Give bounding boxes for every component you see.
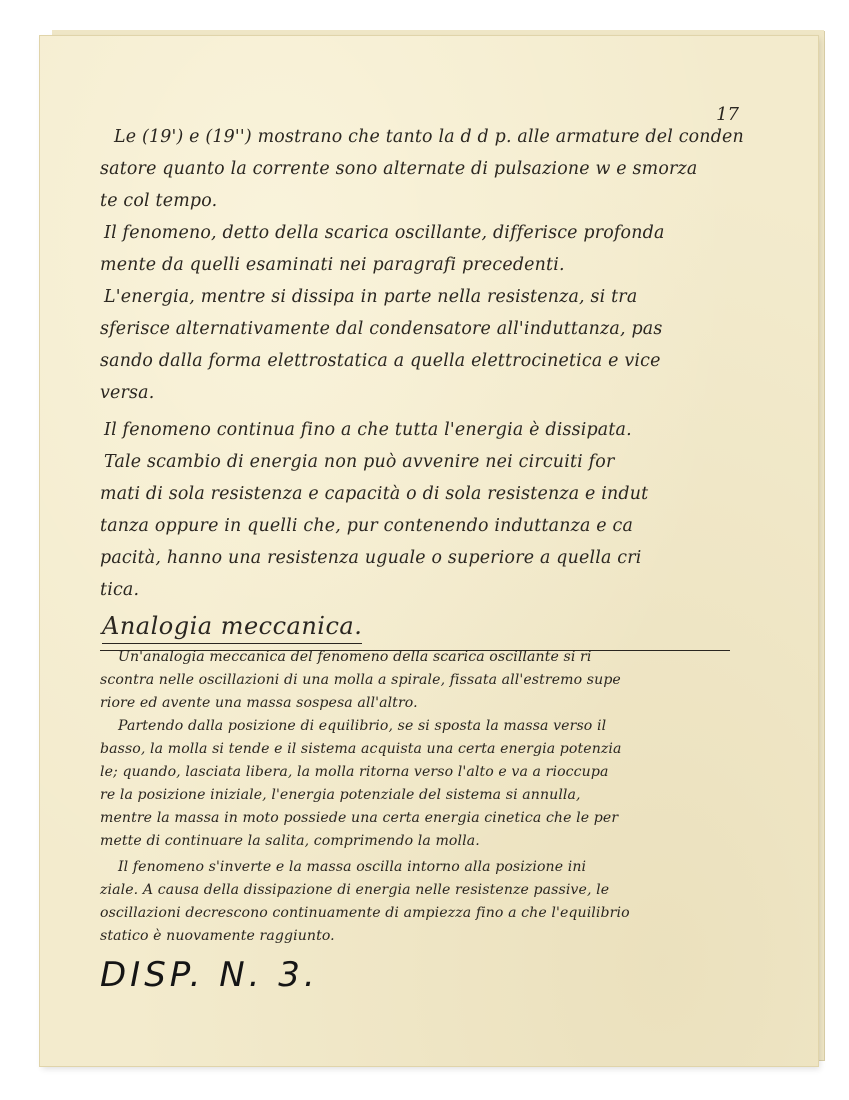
text-line: Un'analogia meccanica del fenomeno della scarica oscillante si ri bbox=[118, 649, 592, 665]
text-line: te col tempo. bbox=[100, 191, 218, 211]
text-line: sando dalla forma elettrostatica a quella elettrocinetica e vice bbox=[100, 351, 661, 371]
text-line: mette di continuare la salita, comprimendo la molla. bbox=[100, 833, 480, 849]
text-line: scontra nelle oscillazioni di una molla a spirale, fissata all'estremo supe bbox=[100, 672, 621, 688]
text-line: Il fenomeno s'inverte e la massa oscilla intorno alla posizione ini bbox=[118, 859, 587, 875]
text-line: re la posizione iniziale, l'energia potenziale del sistema si annulla, bbox=[100, 787, 581, 803]
text-line: tica. bbox=[100, 580, 140, 600]
text-line: satore quanto la corrente sono alternate di pulsazione w e smorza bbox=[100, 159, 698, 179]
text-line: pacità, hanno una resistenza uguale o superiore a quella cri bbox=[100, 548, 642, 568]
text-line: L'energia, mentre si dissipa in parte nella resistenza, si tra bbox=[104, 287, 638, 307]
text-line: oscillazioni decrescono continuamente di ampiezza fino a che l'equilibrio bbox=[100, 905, 630, 921]
text-line: basso, la molla si tende e il sistema acquista una certa energia potenzia bbox=[100, 741, 622, 757]
text-line: sferisce alternativamente dal condensatore all'induttanza, pas bbox=[100, 319, 663, 339]
text-line: ziale. A causa della dissipazione di energia nelle resistenze passive, le bbox=[100, 882, 610, 898]
section-heading: Analogia meccanica. bbox=[102, 612, 362, 644]
text-line: versa. bbox=[100, 383, 155, 403]
text-line: mati di sola resistenza e capacità o di sola resistenza e indut bbox=[100, 484, 649, 504]
text-line: Partendo dalla posizione di equilibrio, se si sposta la massa verso il bbox=[118, 718, 607, 734]
text-line: statico è nuovamente raggiunto. bbox=[100, 928, 335, 944]
text-line: Il fenomeno, detto della scarica oscillante, differisce profonda bbox=[104, 223, 665, 243]
body-text-bottom bbox=[100, 646, 730, 948]
text-line: Le (19') e (19'') mostrano che tanto la d d p. alle armature del conden bbox=[114, 127, 744, 147]
page-number: 17 bbox=[716, 104, 739, 125]
text-line: Il fenomeno continua fino a che tutta l'energia è dissipata. bbox=[104, 420, 632, 440]
text-line: mente da quelli esaminati nei paragrafi precedenti. bbox=[100, 255, 565, 275]
text-line: Tale scambio di energia non può avvenire nei circuiti for bbox=[104, 452, 615, 472]
text-line: le; quando, lasciata libera, la molla ritorna verso l'alto e va a rioccupa bbox=[100, 764, 609, 780]
text-line: tanza oppure in quelli che, pur contenendo induttanza e ca bbox=[100, 516, 634, 536]
text-line: mentre la massa in moto possiede una certa energia cinetica che le per bbox=[100, 810, 619, 826]
text-line: riore ed avente una massa sospesa all'altro. bbox=[100, 695, 418, 711]
dispensa-stamp: DISP. N. 3. bbox=[100, 955, 319, 995]
body-text-top bbox=[100, 121, 744, 606]
